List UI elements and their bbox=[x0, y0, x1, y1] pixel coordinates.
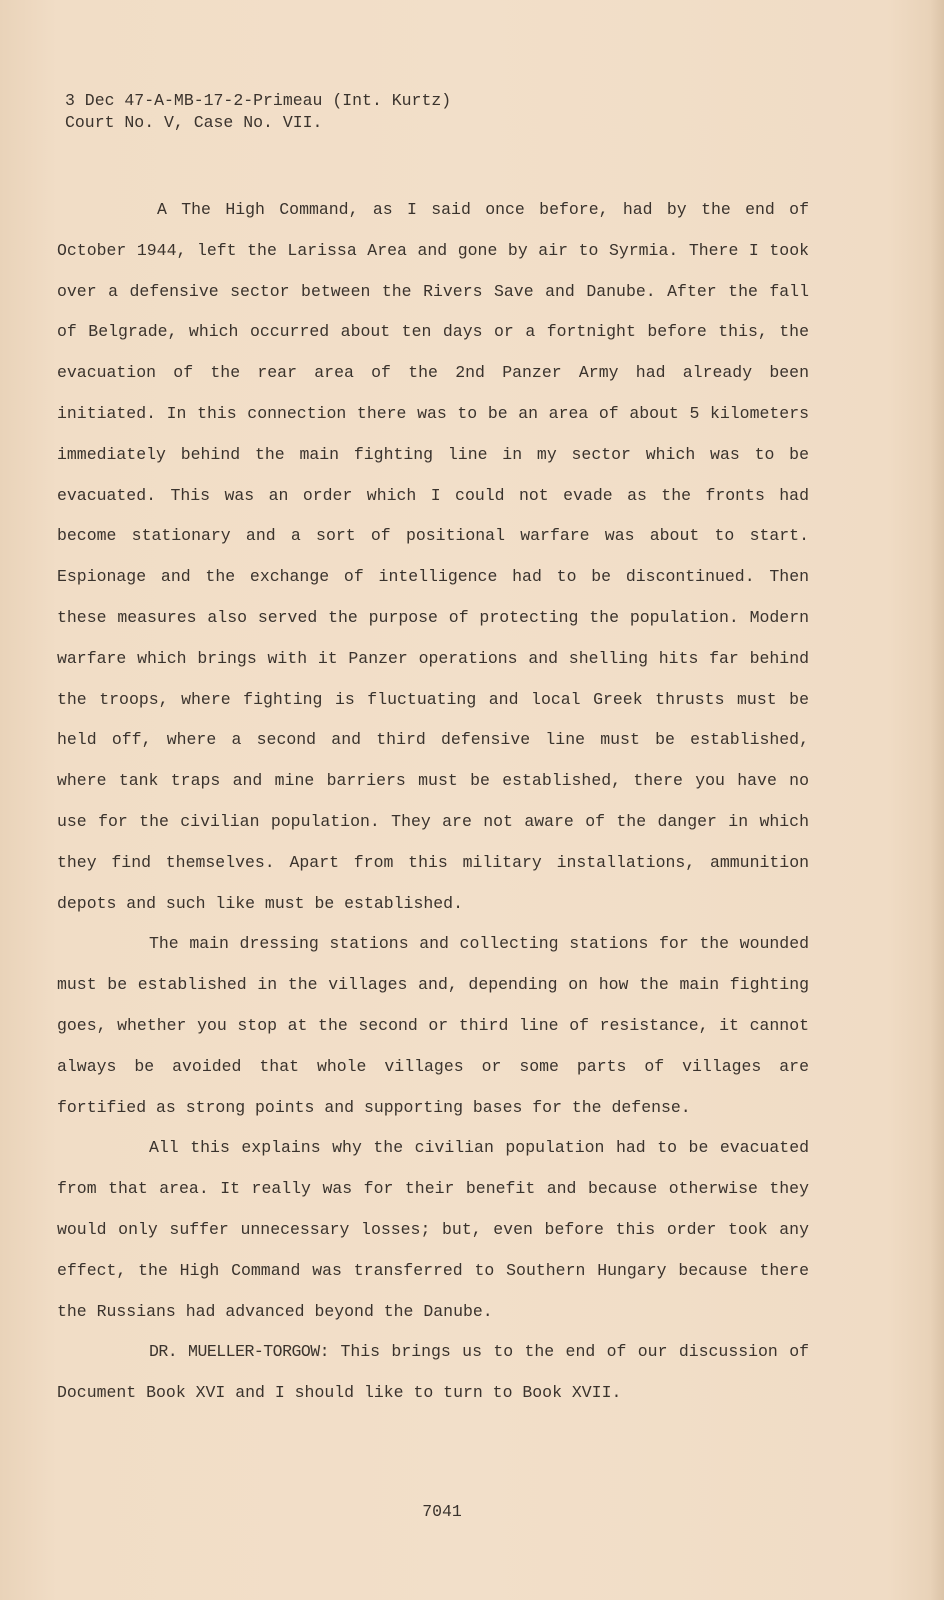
transcript-body bbox=[57, 190, 809, 1414]
page-number: 7041 bbox=[422, 1502, 462, 1521]
paragraph-1: A The High Command, as I said once before, had by the end of October 1944, left the Larissa Area and gone by air to Syrmia. There I took over a defensive sector between the Rivers Save and Danube. After the fall of Belgrade, which occurred about ten days or a fortnight before this, the evacuation of the rear area of the 2nd Panzer Army had already been initiated. In this connection there was to be an area of about 5 kilometers immediately behind the main fighting line in my sector which was to be evacuated. This was an order which I could not evade as the fronts had become stationary and a sort of positional warfare was about to start. Espionage and the exchange of intelligence had to be discontinued. Then these measures also served the purpose of protecting the population. Modern warfare which brings with it Panzer operations and shelling hits far behind the troops, where fighting is fluctuating and local Greek thrusts must be held off, where a second and third defensive line must be established, where tank traps and mine barriers must be established, there you have no use for the civilian population. They are not aware of the danger in which they find themselves. Apart from this military installations, ammunition depots and such like must be established. bbox=[57, 200, 809, 913]
paragraph-3: All this explains why the civilian population had to be evacuated from that area. It really was for their benefit and because otherwise they would only suffer unnecessary losses; but, even before this order took any effect, the High Command was transferred to Southern Hungary because there the Russians had advanced beyond the Danube. bbox=[57, 1138, 809, 1321]
header-line-2: Court No. V, Case No. VII. bbox=[65, 113, 323, 132]
page-edge-shadow bbox=[930, 0, 944, 1600]
closing-paragraph bbox=[57, 1332, 809, 1414]
closing-text: This brings us to the end of our discussion of Document Book XVI and I should like to turn to Book XVII. bbox=[57, 1342, 809, 1403]
speaker-name: DR. MUELLER-TORGOW: bbox=[149, 1342, 330, 1362]
header-line-1: 3 Dec 47-A-MB-17-2-Primeau (Int. Kurtz) bbox=[65, 91, 452, 110]
document-header bbox=[65, 90, 451, 134]
paragraph-2: The main dressing stations and collecting stations for the wounded must be established in the villages and, depending on how the main fighting goes, whether you stop at the second or third line of resistance, it cannot always be avoided that whole villages or some parts of villages are fortified as strong points and supporting bases for the defense. bbox=[57, 934, 809, 1117]
